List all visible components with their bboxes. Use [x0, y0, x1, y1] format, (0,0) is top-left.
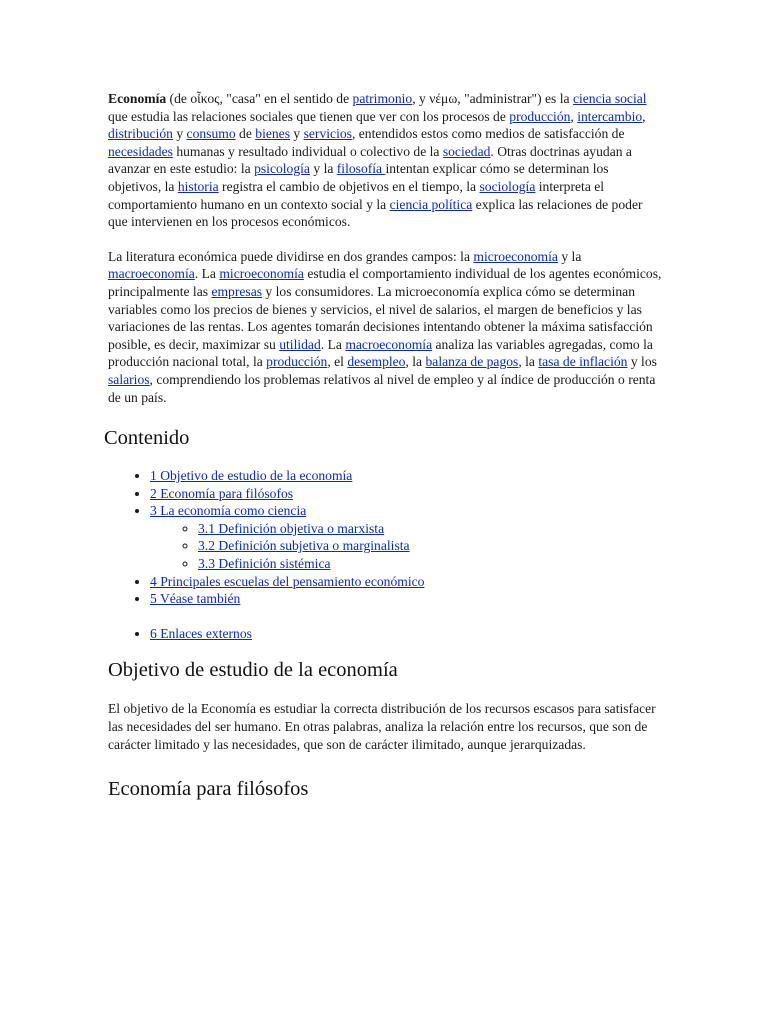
term-bold: Economía: [108, 91, 167, 106]
toc-heading: Contenido: [104, 427, 190, 450]
toc-subitem: [198, 537, 664, 555]
intro-paragraph: Economía (de οἶκος, "casa" en el sentido de patrimonio, y νέμω, "administrar") es la ciencia social que estudia las relaciones sociales que tienen que ver con los procesos de producción, intercambio, distribución y consumo de bienes y servicios, entendidos estos como medios de satisfacción de necesidades humanas y resultado individual o colectivo de la sociedad. Otras doctrinas ayudan a avanzar en este estudio: la psicología y la filosofía intentan explicar cómo se determinan los objetivos, la historia registra el cambio de objetivos en el tiempo, la sociología interpreta el comportamiento humano en un contexto social y la ciencia política explica las relaciones de poder que intervienen en los procesos económicos.: [108, 91, 647, 230]
link-distribucion[interactable]: distribución: [108, 126, 173, 142]
link-patrimonio[interactable]: patrimonio: [352, 91, 413, 106]
link-macroeconomia[interactable]: macroeconomía: [108, 266, 195, 282]
fields-paragraph: La literatura económica puede dividirse en dos grandes campos: la microeconomía y la macroeconomía. La microeconomía estudia el comportamiento individual de los agentes económicos, principalmente las empresas y los consumidores. La microeconomía explica cómo se determinan variables como los precios de bienes y servicios, el nivel de salarios, el margen de beneficios y las variaciones de las rentas. Los agentes tomarán decisiones intentando obtener la máxima satisfacción posible, es decir, maximizar su utilidad. La macroeconomía analiza las variables agregadas, como la producción nacional total, la producción, el desempleo, la balanza de pagos, la tasa de inflación y los salarios, comprendiendo los problemas relativos al nivel de empleo y al índice de producción o renta de un país.: [108, 248, 662, 405]
toc-link-sistemica[interactable]: 3.3 Definición sistémica: [198, 556, 331, 572]
greek-word-nemo: νέμω: [429, 91, 458, 106]
toc-item: [150, 625, 664, 643]
link-ciencia-social[interactable]: ciencia social: [572, 91, 647, 106]
link-empresas[interactable]: empresas: [211, 283, 263, 299]
link-balanza-de-pagos[interactable]: balanza de pagos: [425, 354, 519, 370]
article: [104, 90, 664, 801]
toc-subitem: [198, 520, 664, 538]
toc-link-vease[interactable]: 5 Véase también: [150, 591, 241, 607]
toc-link-escuelas[interactable]: 4 Principales escuelas del pensamiento económico: [150, 573, 425, 589]
section-paragraph-objetivo: El objetivo de la Economía es estudiar la correcta distribución de los recursos escasos para satisfacer las necesidades del ser humano. En otras palabras, analiza la relación entre los recursos, que son de carácter limitado y las necesidades, que son de carácter ilimitado, aunque jerarquizadas.: [108, 701, 656, 752]
toc-item: [150, 485, 664, 503]
link-sociologia[interactable]: sociología: [479, 178, 536, 194]
link-sociedad[interactable]: sociedad: [442, 143, 491, 159]
toc-link-marxista[interactable]: 3.1 Definición objetiva o marxista: [198, 520, 385, 536]
link-produccion-2[interactable]: producción: [266, 354, 328, 370]
link-microeconomia-2[interactable]: microeconomía: [219, 266, 304, 282]
toc-subitem: [198, 555, 664, 573]
toc-item: [150, 467, 664, 485]
link-utilidad[interactable]: utilidad: [279, 336, 321, 352]
link-salarios[interactable]: salarios: [108, 371, 150, 387]
link-intercambio[interactable]: intercambio: [577, 108, 643, 124]
link-microeconomia[interactable]: microeconomía: [473, 248, 558, 264]
toc-link-marginalista[interactable]: 3.2 Definición subjetiva o marginalista: [198, 538, 410, 554]
section-heading-objetivo: Objetivo de estudio de la economía: [108, 659, 398, 682]
link-bienes[interactable]: bienes: [255, 126, 291, 142]
toc-link-objetivo[interactable]: 1 Objetivo de estudio de la economía: [150, 468, 353, 484]
toc-list-2: [108, 625, 664, 643]
link-filosofia[interactable]: filosofía: [336, 161, 386, 177]
toc-link-ciencia[interactable]: 3 La economía como ciencia: [150, 503, 307, 519]
toc-item: [150, 502, 664, 572]
greek-word-oikos: οἶκος: [190, 91, 220, 106]
link-historia[interactable]: historia: [177, 178, 219, 194]
link-necesidades[interactable]: necesidades: [108, 143, 173, 159]
link-macroeconomia-2[interactable]: macroeconomía: [345, 336, 433, 352]
link-tasa-de-inflacion[interactable]: tasa de inflación: [538, 354, 628, 370]
toc-item: [150, 573, 664, 591]
link-produccion[interactable]: producción: [509, 108, 571, 124]
toc-item: [150, 590, 664, 608]
link-servicios[interactable]: servicios: [303, 126, 352, 142]
link-consumo[interactable]: consumo: [186, 126, 236, 142]
toc-link-filosofos[interactable]: 2 Economía para filósofos: [150, 485, 294, 501]
link-ciencia-politica[interactable]: ciencia política: [389, 196, 473, 212]
toc-list: [108, 467, 664, 608]
section-heading-filosofos: Economía para filósofos: [108, 778, 309, 801]
link-psicologia[interactable]: psicología: [254, 161, 310, 177]
toc-sublist: [150, 520, 664, 573]
toc-link-enlaces[interactable]: 6 Enlaces externos: [150, 625, 252, 641]
link-desempleo[interactable]: desempleo: [347, 354, 406, 370]
